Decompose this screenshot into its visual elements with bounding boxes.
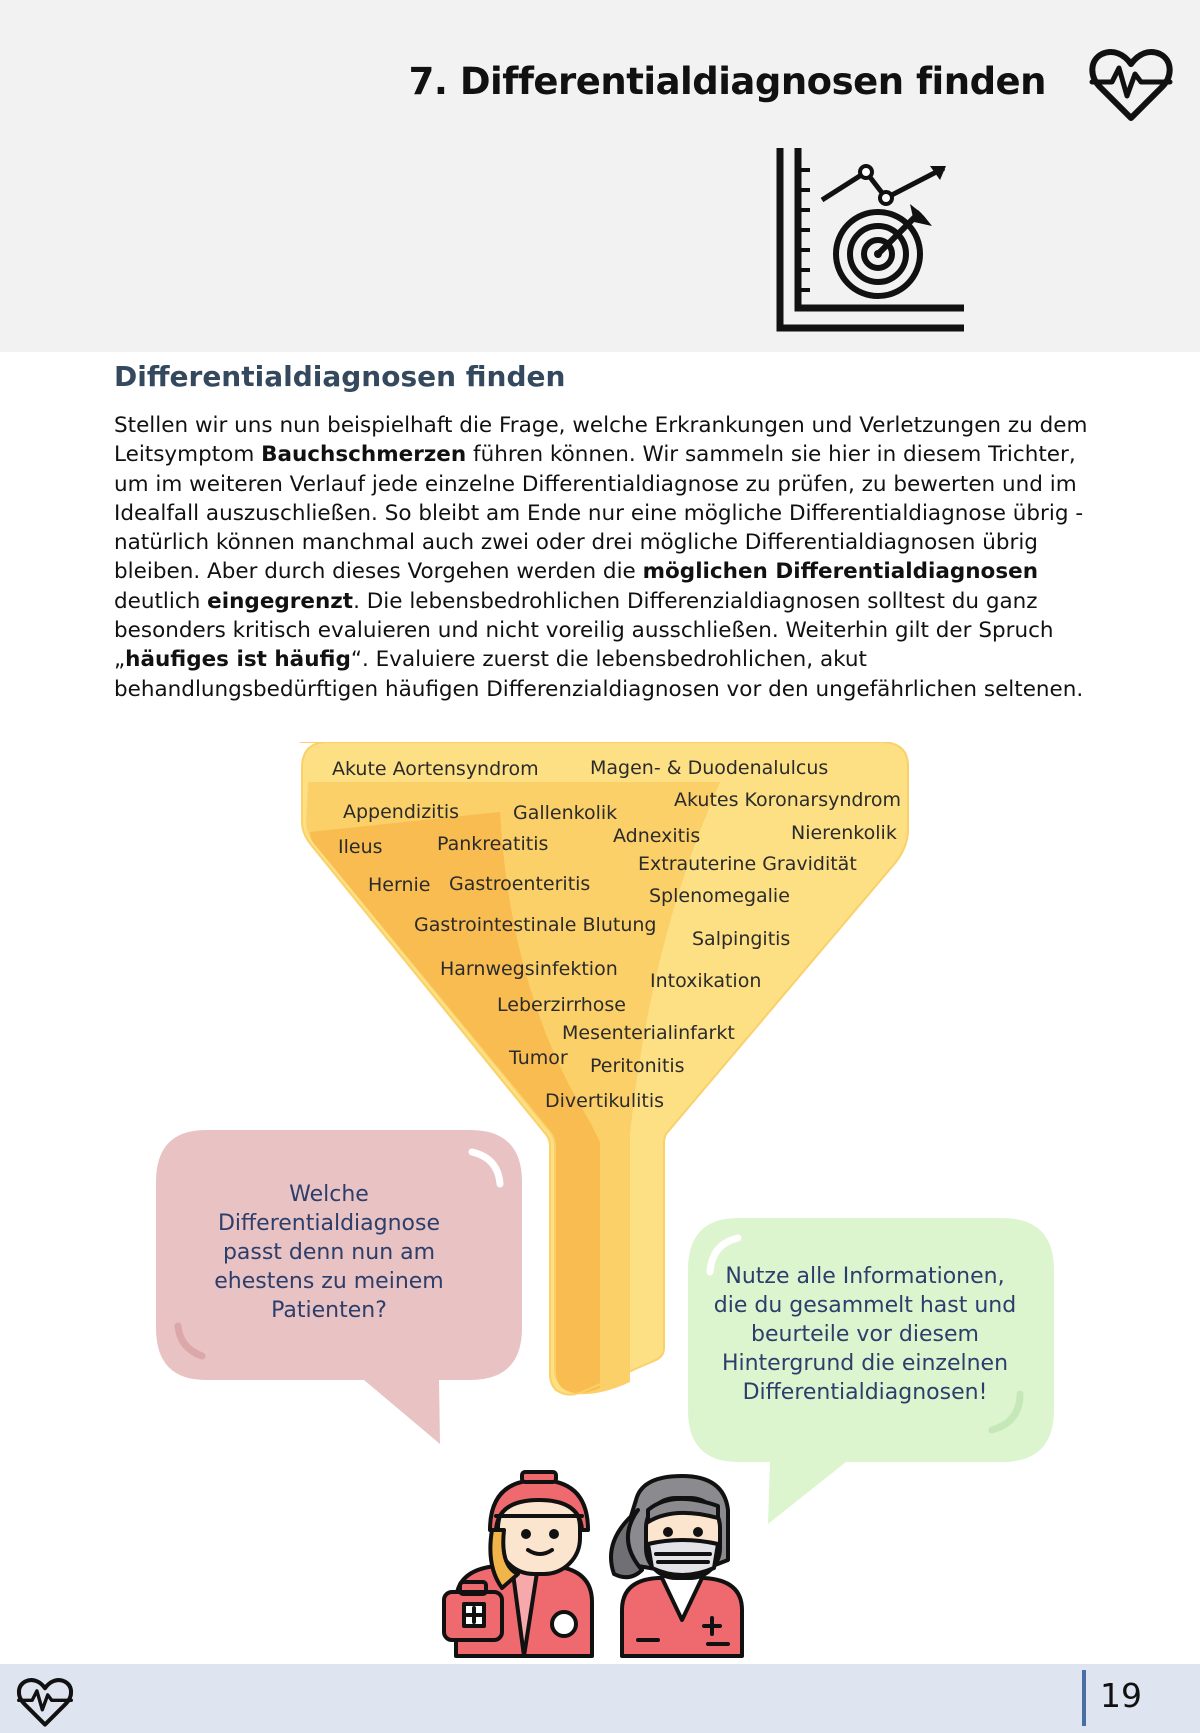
- funnel-term: Nierenkolik: [791, 822, 897, 844]
- funnel-term: Salpingitis: [692, 928, 791, 950]
- bold-phrase: eingegrenzt: [207, 588, 354, 614]
- section-title: Differentialdiagnosen finden: [114, 360, 566, 393]
- paramedics-icon: [442, 1470, 752, 1658]
- footer-divider: [1082, 1670, 1086, 1726]
- heartbeat-icon: [16, 1676, 74, 1730]
- header-band: [0, 0, 1200, 352]
- text-run: führen können. Wir sammeln sie hier in diesem Trichter, um im weiteren Verlauf jede einzelne Differentialdiagnose zu prüfen, zu bewerten und im Idealfall auszuschließen. So bleibt am Ende nur eine mögliche Differentialdiagnose übrig - natürlich können manchmal auch zwei oder drei mögliche Differentialdiagnosen übrig bleiben. Aber durch dieses Vorgehen werden die: [114, 442, 1084, 585]
- funnel-term: Mesenterialinfarkt: [562, 1022, 735, 1044]
- funnel-term: Gastroenteritis: [449, 873, 591, 895]
- funnel-term: Intoxikation: [650, 970, 762, 992]
- bold-phrase: Bauchschmerzen: [261, 442, 467, 468]
- funnel-term: Harnwegsinfektion: [440, 958, 618, 980]
- text-run: deutlich: [114, 588, 208, 614]
- funnel-term: Tumor: [509, 1047, 568, 1069]
- funnel-term: Adnexitis: [613, 825, 701, 847]
- chapter-title: 7. Differentialdiagnosen finden: [408, 60, 1046, 103]
- funnel-term: Divertikulitis: [545, 1090, 665, 1112]
- target-growth-chart-icon: [774, 144, 968, 332]
- funnel-term: Ileus: [338, 836, 383, 858]
- funnel-term: Akutes Koronarsyndrom: [674, 789, 901, 811]
- footer-band: [0, 1664, 1200, 1733]
- question-text: Welche Differentialdiagnose passt denn nun am ehestens zu meinem Patienten?: [214, 1182, 444, 1323]
- funnel-term: Akute Aortensyndrom: [332, 758, 539, 780]
- funnel-term: Gallenkolik: [513, 802, 618, 824]
- funnel-term: Leberzirrhose: [497, 994, 626, 1016]
- funnel-term: Splenomegalie: [649, 885, 790, 907]
- funnel-term: Hernie: [368, 874, 431, 896]
- text-run: . Die lebensbedrohlichen Differenzialdiagnosen solltest du ganz besonders kritisch evaluieren und nicht voreilig ausschließen. Weiterhin gilt der Spruch „: [114, 588, 1054, 673]
- answer-text: Nutze alle Informationen, die du gesammelt hast und beurteile vor diesem Hintergrund die einzelnen Differentialdiagnosen!: [713, 1264, 1017, 1405]
- bold-phrase: häufiges ist häufig: [125, 647, 351, 673]
- funnel-term: Extrauterine Gravidität: [638, 853, 857, 875]
- funnel-term: Magen- & Duodenalulcus: [590, 757, 829, 779]
- bold-phrase: möglichen Differentialdiagnosen: [642, 559, 1039, 585]
- funnel-term: Appendizitis: [343, 801, 460, 823]
- funnel-term: Gastrointestinale Blutung: [414, 914, 657, 936]
- body-paragraph: [114, 411, 1104, 704]
- funnel-term: Peritonitis: [590, 1055, 685, 1077]
- funnel-term: Pankreatitis: [437, 833, 549, 855]
- page-number: 19: [1100, 1676, 1142, 1715]
- text-run: Stellen wir uns nun beispielhaft die Frage, welche Erkrankungen und Verletzungen zu dem Leitsymptom: [114, 413, 1088, 468]
- heartbeat-icon: [1088, 46, 1174, 126]
- text-run: “. Evaluiere zuerst die lebensbedrohlichen, akut behandlungsbedürftigen häufigen Differenzialdiagnosen vor den ungefährlichen seltenen.: [114, 647, 1084, 702]
